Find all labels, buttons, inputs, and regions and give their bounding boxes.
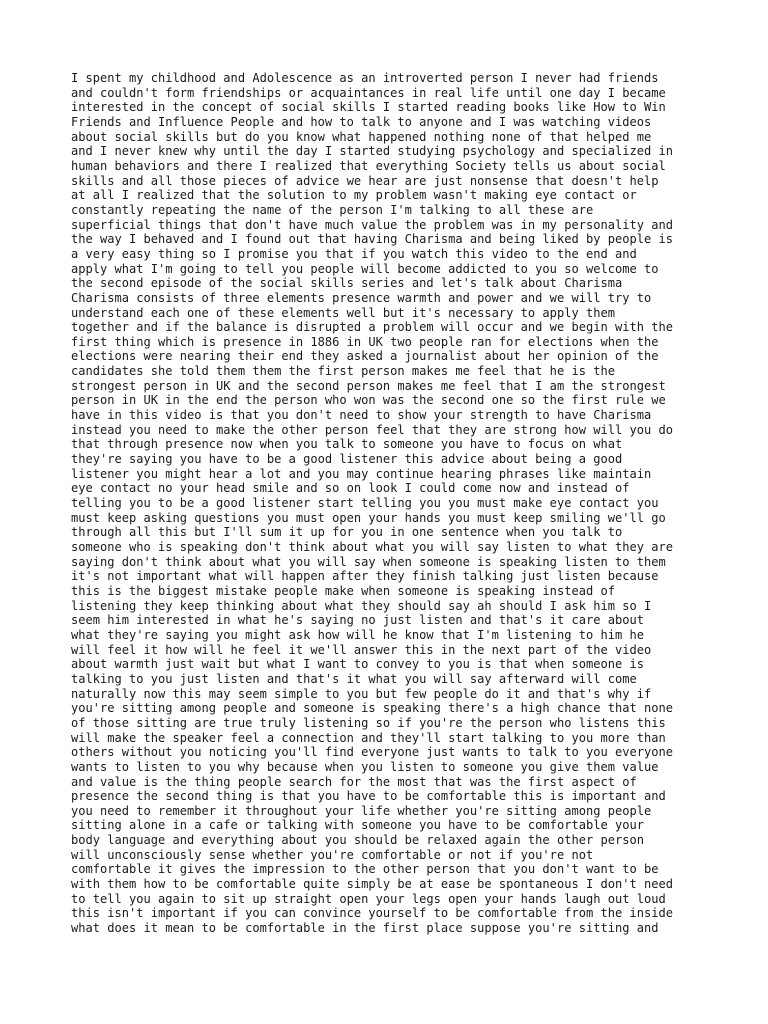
text-line: naturally now this may seem simple to you but few people do it and that's why if: [71, 686, 652, 701]
text-line: through all this but I'll sum it up for you in one sentence when you talk to: [71, 525, 623, 540]
text-line: instead you need to make the other person feel that they are strong how will you do: [71, 422, 673, 437]
text-line: about warmth just wait but what I want to convey to you is that when someone is: [71, 657, 644, 672]
text-line: what they're saying you might ask how will he know that I'm listening to him he: [71, 627, 644, 642]
text-line: telling you to be a good listener start telling you you must make eye contact you: [71, 496, 659, 511]
text-line: together and if the balance is disrupted a problem will occur and we begin with the: [71, 320, 673, 335]
text-line: you're sitting among people and someone is speaking there's a high chance that none: [71, 701, 673, 716]
text-line: about social skills but do you know what happened nothing none of that helped me: [71, 129, 652, 144]
text-line: strongest person in UK and the second person makes me feel that I am the strongest: [71, 378, 666, 393]
text-line: apply what I'm going to tell you people will become addicted to you so welcome to: [71, 261, 659, 276]
text-line: listener you might hear a lot and you may continue hearing phrases like maintain: [71, 466, 652, 481]
text-line: presence the second thing is that you have to be comfortable this is important and: [71, 789, 666, 804]
text-line: will unconsciously sense whether you're comfortable or not if you're not: [71, 847, 594, 862]
text-line: person in UK in the end the person who won was the second one so the first rule we: [71, 393, 666, 408]
text-line: this is the biggest mistake people make when someone is speaking instead of: [71, 583, 615, 598]
text-line: and I never knew why until the day I started studying psychology and specialized in: [71, 144, 673, 159]
text-line: comfortable it gives the impression to the other person that you don't want to be: [71, 862, 659, 877]
text-line: will make the speaker feel a connection and they'll start talking to you more than: [71, 730, 666, 745]
text-line: will feel it how will he feel it we'll answer this in the next part of the video: [71, 642, 652, 657]
text-line: wants to listen to you why because when you listen to someone you give them value: [71, 759, 659, 774]
text-line: the second episode of the social skills series and let's talk about Charisma: [71, 276, 623, 291]
text-line: have in this video is that you don't need to show your strength to have Charisma: [71, 408, 652, 423]
text-line: seem him interested in what he's saying no just listen and that's it care about: [71, 613, 644, 628]
text-line: the way I behaved and I found out that having Charisma and being liked by people is: [71, 232, 673, 247]
text-line: and couldn't form friendships or acquaintances in real life until one day I became: [71, 85, 666, 100]
text-line: someone who is speaking don't think about what you will say listen to what they are: [71, 540, 673, 554]
text-line: Friends and Influence People and how to talk to anyone and I was watching videos: [71, 114, 652, 129]
text-line: candidates she told them them the first person makes me feel that he is the: [71, 364, 615, 379]
text-line: listening they keep thinking about what they should say ah should I ask him so I: [71, 598, 652, 613]
text-line: it's not important what will happen after they finish talking just listen because: [71, 569, 659, 584]
text-line: eye contact no your head smile and so on look I could come now and instead of: [71, 481, 630, 496]
text-line: I spent my childhood and Adolescence as an introverted person I never had friends: [71, 71, 659, 85]
text-line: of those sitting are true truly listening so if you're the person who listens this: [71, 715, 666, 730]
text-line: body language and everything about you should be relaxed again the other person: [71, 833, 644, 848]
text-line: what does it mean to be comfortable in the first place suppose you're sitting and: [71, 921, 659, 936]
text-line: constantly repeating the name of the person I'm talking to all these are: [71, 202, 594, 217]
text-line: elections were nearing their end they asked a journalist about her opinion of the: [71, 349, 659, 364]
text-line: sitting alone in a cafe or talking with someone you have to be comfortable your: [71, 818, 644, 833]
text-line: that through presence now when you talk to someone you have to focus on what: [71, 437, 623, 452]
text-line: at all I realized that the solution to my problem wasn't making eye contact or: [71, 188, 637, 203]
text-line: understand each one of these elements well but it's necessary to apply them: [71, 305, 615, 320]
text-line: skills and all those pieces of advice we hear are just nonsense that doesn't help: [71, 173, 659, 188]
text-line: a very easy thing so I promise you that if you watch this video to the end and: [71, 246, 637, 261]
text-line: others without you noticing you'll find everyone just wants to talk to you everyone: [71, 745, 673, 760]
text-line: saying don't think about what you will say when someone is speaking listen to them: [71, 554, 666, 569]
text-line: they're saying you have to be a good listener this advice about being a good: [71, 452, 623, 467]
text-line: superficial things that don't have much value the problem was in my personality and: [71, 217, 673, 232]
text-line: and value is the thing people search for the most that was the first aspect of: [71, 774, 637, 789]
text-line: human behaviors and there I realized that everything Society tells us about social: [71, 158, 666, 173]
text-line: to tell you again to sit up straight open your legs open your hands laugh out loud: [71, 891, 666, 906]
text-line: Charisma consists of three elements presence warmth and power and we will try to: [71, 290, 652, 305]
text-line: you need to remember it throughout your life whether you're sitting among people: [71, 803, 652, 818]
text-line: talking to you just listen and that's it what you will say afterward will come: [71, 671, 637, 686]
text-line: must keep asking questions you must open your hands you must keep smiling we'll go: [71, 510, 666, 525]
text-line: with them how to be comfortable quite simply be at ease be spontaneous I don't need: [71, 877, 673, 892]
text-line: first thing which is presence in 1886 in UK two people ran for elections when the: [71, 334, 659, 349]
text-line: this isn't important if you can convince yourself to be comfortable from the inside: [71, 906, 673, 921]
body-text: [71, 71, 711, 936]
text-line: interested in the concept of social skills I started reading books like How to Win: [71, 100, 666, 115]
